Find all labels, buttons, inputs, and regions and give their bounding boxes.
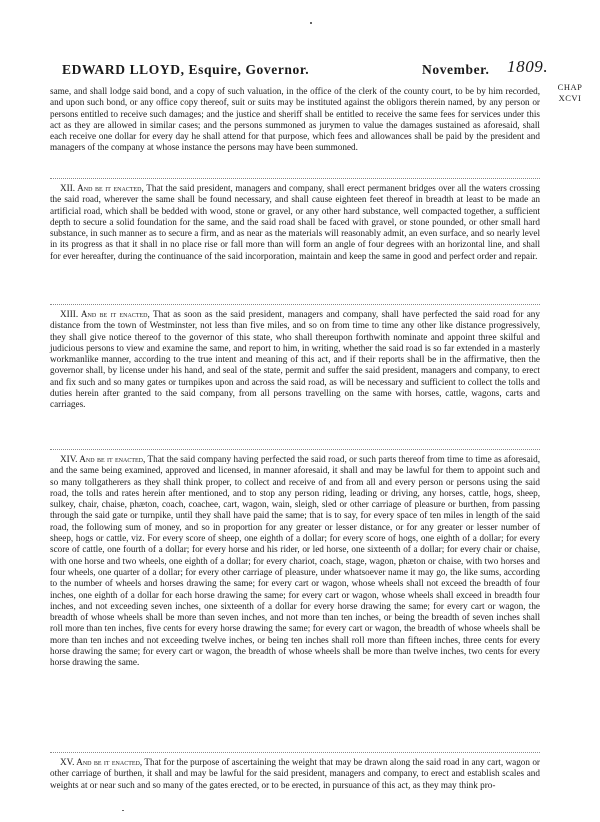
section-text: That the said president, managers and company, shall erect permanent bridges over all the waters crossing the said road, wherever the same shall be found necessary, and shall cause eighteen feet thereof in breadth at least to be made an artificial road, which shall be bedded with wood, stone or gravel, or any other hard substance, well compacted together, a sufficient depth to secure a solid foundation for the same, and the said road shall be faced with gravel, or stone pounded, or other small hard substance, in such manner as to secure a firm, and as near as the materials will reasonably admit, an even surface, and so nearly level in its progress as that it shall in no place rise or fall more than will form an angle of four degrees with an horizontal line, and shall for ever hereafter, during the continuance of the said incorporation, maintain and keep the same in good and perfect order and repair. [50,183,541,261]
section-paragraph [50,183,540,262]
header-title: EDWARD LLOYD, Esquire, Governor. [62,62,310,77]
section-paragraph [50,757,540,791]
section-paragraph [50,309,540,411]
margin-note [550,82,590,104]
section-divider [50,449,540,450]
section-text: same, and shall lodge said bond, and a copy of such valuation, in the office of the clerk of the county court, to be by him recorded, and upon such bond, or any office copy thereof, suit or suits may be instituted against the obligors therein named, by any person or persons entitled to receive such damages; and the justice and sheriff shall be entitled to receive the same fees for services under this act as they are allowed in similar cases; and the persons summoned as jurymen to value the damages sustained as aforesaid, shall each receive one dollar for every day he shall attend for that purpose, which fees and allowances shall be paid by the president and managers of the company at whose instance the persons may have been summoned. [50,86,540,153]
section-xv [50,757,540,791]
section-paragraph [50,454,540,669]
section-lead: XIV. And be it enacted, [60,454,146,464]
section-text: That for the purpose of ascertaining the weight that may be drawn along the said road in any cart, wagon or other carriage of burthen, it shall and may be lawful for the said president, managers and company, to erect and establish scales and weights at or near such and so many of the gates erected, or to be erected, in pursuance of this act, as they may think pro- [50,757,540,790]
running-header [62,57,549,82]
section-lead: XII. And be it enacted, [60,183,144,193]
section-xii [50,183,540,262]
section-divider [50,304,540,305]
section-text: That as soon as the said president, managers and company, shall have perfected the said road for any distance from the town of Westminster, not less than five miles, and so on from time to time any other like distance progressively, they shall give notice thereof to the governor of this state, who shall thereupon forthwith nominate and appoint three skilful and judicious persons to view and examine the same, and report to him, in writing, whether the said road is so far extended in a masterly workmanlike manner, according to the true intent and meaning of this act, and if their reports shall be in the affirmative, then the governor shall, by license under his hand, and seal of the state, permit and suffer the said president, managers and company, to erect and fix such and so many gates or turnpikes upon and across the said road, as will be necessary and sufficient to collect the tolls and duties herein after granted to the said company, from all persons travelling on the same with horses, cattle, wagons, carts and carriages. [50,309,540,410]
section-continuation [50,86,540,154]
section-xiv [50,454,540,669]
section-divider [50,178,540,179]
margin-note-number: XCVI [558,93,582,103]
section-lead: XIII. And be it enacted, [60,309,150,319]
section-xiii [50,309,540,411]
section-text: That the said company having perfected the said road, or such parts thereof from time to time as aforesaid, and the same being examined, approved and licensed, in manner aforesaid, it shall and may be lawful for them to appoint such and so many tollgatherers as they shall think proper, to collect and receive of and from all and every person or persons using the said road, the tolls and rates herein after mentioned, and to stop any person riding, leading or driving, any horses, cattle, hogs, sheep, sulkey, chair, chaise, phæton, coach, coachee, cart, wagon, wain, sleigh, sled or other carriage of pleasure or burthen, from passing through the said gate or turnpike, until they shall have paid the same; that is to say, for every space of ten miles in length of the said road, the following sum of money, and so in proportion for any greater or lesser distance, or for any greater or lesser number of sheep, hogs or cattle, viz. For every score of sheep, one eighth of a dollar; for every score of hogs, one eighth of a dollar; for every score of cattle, one fourth of a dollar; for every horse and his rider, or led horse, one sixteenth of a dollar; for every chair or chaise, with one horse and two wheels, one eighth of a dollar; for every chariot, coach, stage, wagon, phæton or chaise, with two horses and four wheels, one quarter of a dollar; for every other carriage of pleasure, under whatsoever name it may go, the like sums, according to the number of wheels and horses drawing the same; for every cart or wagon, whose wheels shall not exceed the breadth of four inches, one eighth of a dollar for each horse drawing the same; for every cart or wagon, whose wheels shall exceed in breadth four inches, and not exceeding seven inches, one sixteenth of a dollar for every horse drawing the same; for every cart or wagon, the breadth of whose wheels shall be more than seven inches, and not more than ten inches, or being the breadth of seven inches shall roll more than ten inches, five cents for every horse drawing the same; for every cart or wagon, the breadth of whose wheels shall be more than ten inches and not exceeding twelve inches, or being ten inches shall roll more than fifteen inches, three cents for every horse drawing the same; for every cart or wagon, the breadth of whose wheels shall be more than twelve inches, two cents for every horse drawing the same. [50,454,540,668]
section-lead: XV. And be it enacted, [60,757,143,767]
print-speck [122,810,124,811]
section-divider [50,752,540,753]
margin-note-chap: CHAP [557,82,583,92]
header-year: 1809. [507,57,549,76]
print-speck [310,22,312,24]
header-month: November. [422,62,490,77]
